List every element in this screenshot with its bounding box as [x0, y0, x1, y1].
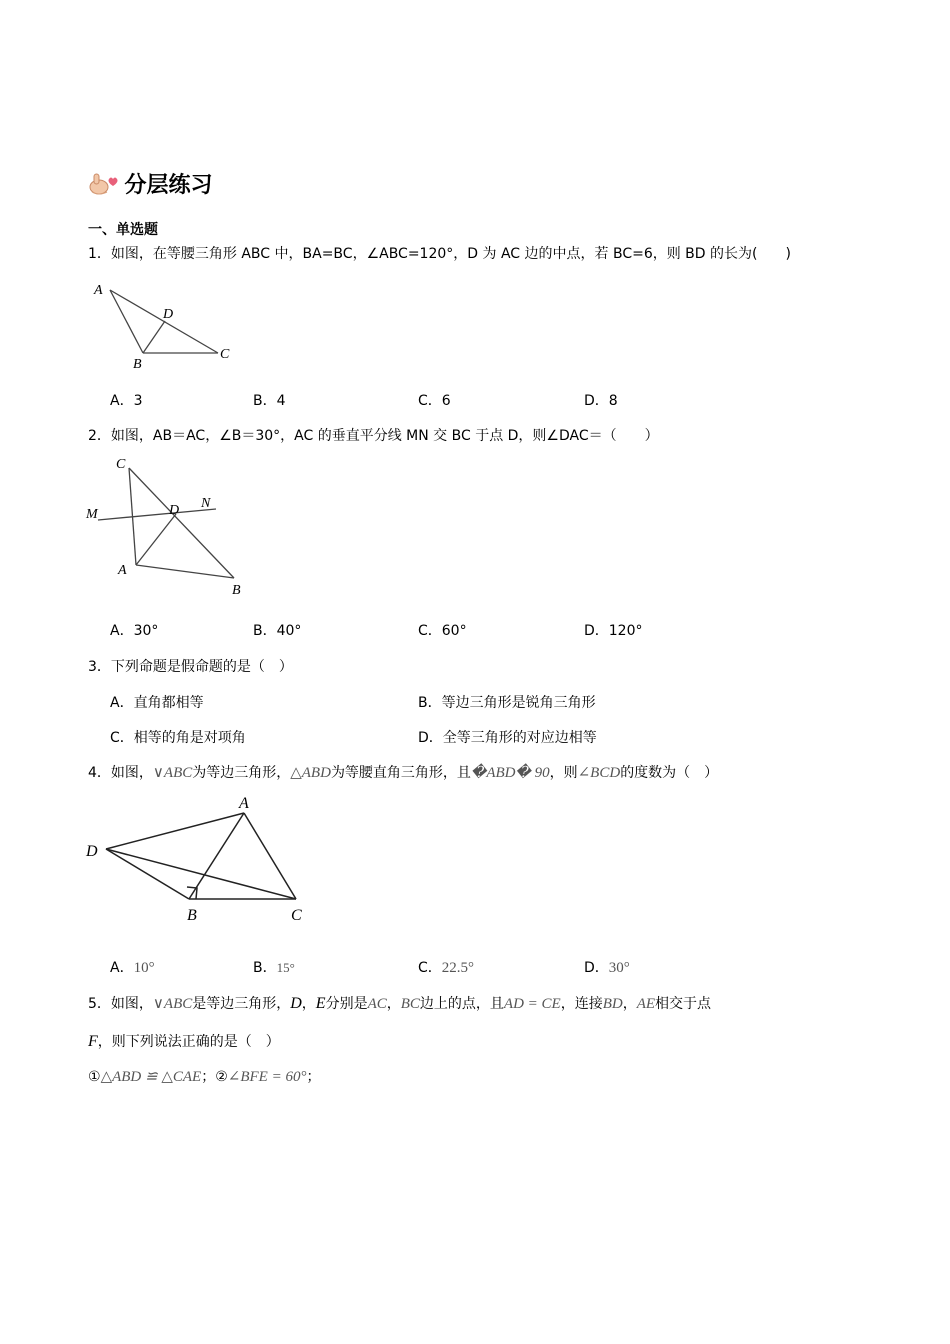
q4-text-2: 为等腰直角三角形，且: [330, 765, 471, 781]
q5-statement-end: ；: [306, 1069, 321, 1085]
q5-text-1: 是等边三角形，: [192, 996, 291, 1012]
q5-math-bc: BC: [400, 996, 420, 1012]
q5-math-bd: BD: [602, 996, 623, 1012]
q1-text: 1．如图，在等腰三角形 ABC 中，BA=BC，∠ABC=120°，D 为 AC 边的中点，若 BC=6，则 BD 的长为( ): [88, 246, 791, 262]
q4-text-4: 的度数为（ ）: [620, 765, 719, 781]
q5-text-line1: [88, 993, 711, 1013]
q4-text-3: ，则: [549, 765, 578, 781]
q4-math-abd: △ABD: [290, 765, 331, 781]
q5-text-2: 分别是: [325, 996, 368, 1012]
q4-option-b: [253, 957, 295, 977]
q4-label-a: A: [239, 795, 249, 812]
q1-label-d: D: [163, 307, 174, 322]
q4-option-c-value: 22.5°: [441, 960, 475, 976]
q1-option-b: B．4: [253, 393, 286, 409]
q5-statement-1-marker: ①: [88, 1069, 101, 1085]
q1-figure: [88, 278, 248, 370]
q2-label-a: A: [118, 563, 127, 578]
q5-text-line2: [88, 1031, 280, 1051]
q4-option-c: [418, 957, 474, 977]
q5-math-ae: AE: [636, 996, 656, 1012]
q5-math-ad-ce: AD = CE: [503, 996, 561, 1012]
q5-text-6: ，则下列说法正确的是（ ）: [97, 1034, 280, 1050]
q4-lead: 4．如图，: [88, 765, 153, 781]
q2-option-b: B．40°: [253, 623, 302, 639]
q1-label-a: A: [94, 283, 103, 298]
q2-option-c: C．60°: [418, 623, 467, 639]
q4-option-b-value: 15°: [276, 960, 295, 975]
q3-option-d: D．全等三角形的对应边相等: [418, 730, 597, 746]
q1-option-c: C．6: [418, 393, 451, 409]
q1-option-d: D．8: [584, 393, 618, 409]
q4-option-a-value: 10°: [133, 960, 155, 976]
q5-var-e: E: [315, 995, 326, 1012]
q5-var-f: F: [88, 1033, 98, 1050]
q2-option-a: A．30°: [110, 623, 159, 639]
q4-option-d-letter: D．: [584, 960, 609, 976]
q4-text-1: 为等边三角形，: [192, 765, 291, 781]
q4-option-d: [584, 957, 630, 977]
q2-text: 2．如图，AB＝AC，∠B＝30°，AC 的垂直平分线 MN 交 BC 于点 D，则∠DAC＝（ ）: [88, 428, 659, 444]
q4-math-abc: ∨ABC: [152, 765, 193, 781]
q2-label-c: C: [116, 457, 126, 472]
q5-statement-2-marker: ；②: [201, 1069, 228, 1085]
q4-math-bcd: ∠BCD: [577, 765, 621, 781]
q5-text-3: 边上的点，且: [419, 996, 504, 1012]
q4-option-c-letter: C．: [418, 960, 442, 976]
q4-label-c: C: [291, 907, 302, 924]
q2-label-m: M: [86, 507, 98, 522]
q2-option-d: D．120°: [584, 623, 643, 639]
q4-label-b: B: [187, 907, 197, 924]
q5-text-5: 相交于点: [655, 996, 712, 1012]
q5-lead: 5．如图，: [88, 996, 153, 1012]
q4-figure: [84, 790, 314, 930]
q1-label-c: C: [220, 347, 230, 362]
q2-label-n: N: [201, 496, 211, 511]
q5-sep-2: ，: [622, 996, 637, 1012]
q5-var-d: D: [290, 995, 302, 1012]
q2-figure: [84, 452, 254, 600]
q3-option-c: C．相等的角是对项角: [110, 730, 246, 746]
q4-math-angle: �ABD� 90: [470, 765, 550, 781]
q3-option-a: A．直角都相等: [110, 695, 204, 711]
q4-option-a: [110, 957, 155, 977]
q5-math-bfe: ∠BFE = 60°: [227, 1069, 307, 1085]
q5-math-congruent: △ABD ≌ △CAE: [100, 1069, 202, 1085]
q5-math-ac: AC: [367, 996, 387, 1012]
thumbs-up-icon: [88, 171, 120, 197]
q3-option-b: B．等边三角形是锐角三角形: [418, 695, 596, 711]
q5-comma: ，: [301, 996, 316, 1012]
q4-label-d: D: [86, 843, 98, 860]
page-title: 分层练习: [124, 173, 213, 198]
q4-option-d-value: 30°: [608, 960, 630, 976]
q5-sep-1: ，: [386, 996, 401, 1012]
q2-label-b: B: [232, 583, 241, 598]
q3-text: 3．下列命题是假命题的是（ ）: [88, 659, 293, 675]
q5-math-abc: ∨ABC: [152, 996, 193, 1012]
header: [88, 168, 212, 199]
q1-label-b: B: [133, 357, 142, 370]
section-title: 一、单选题: [88, 222, 158, 238]
q4-text: [88, 762, 718, 782]
q4-option-b-letter: B．: [253, 960, 277, 976]
q2-label-d: D: [169, 503, 180, 518]
q5-text-4: ，连接: [560, 996, 603, 1012]
q5-statements: [88, 1066, 320, 1086]
q1-option-a: A．3: [110, 393, 143, 409]
q4-option-a-letter: A．: [110, 960, 134, 976]
